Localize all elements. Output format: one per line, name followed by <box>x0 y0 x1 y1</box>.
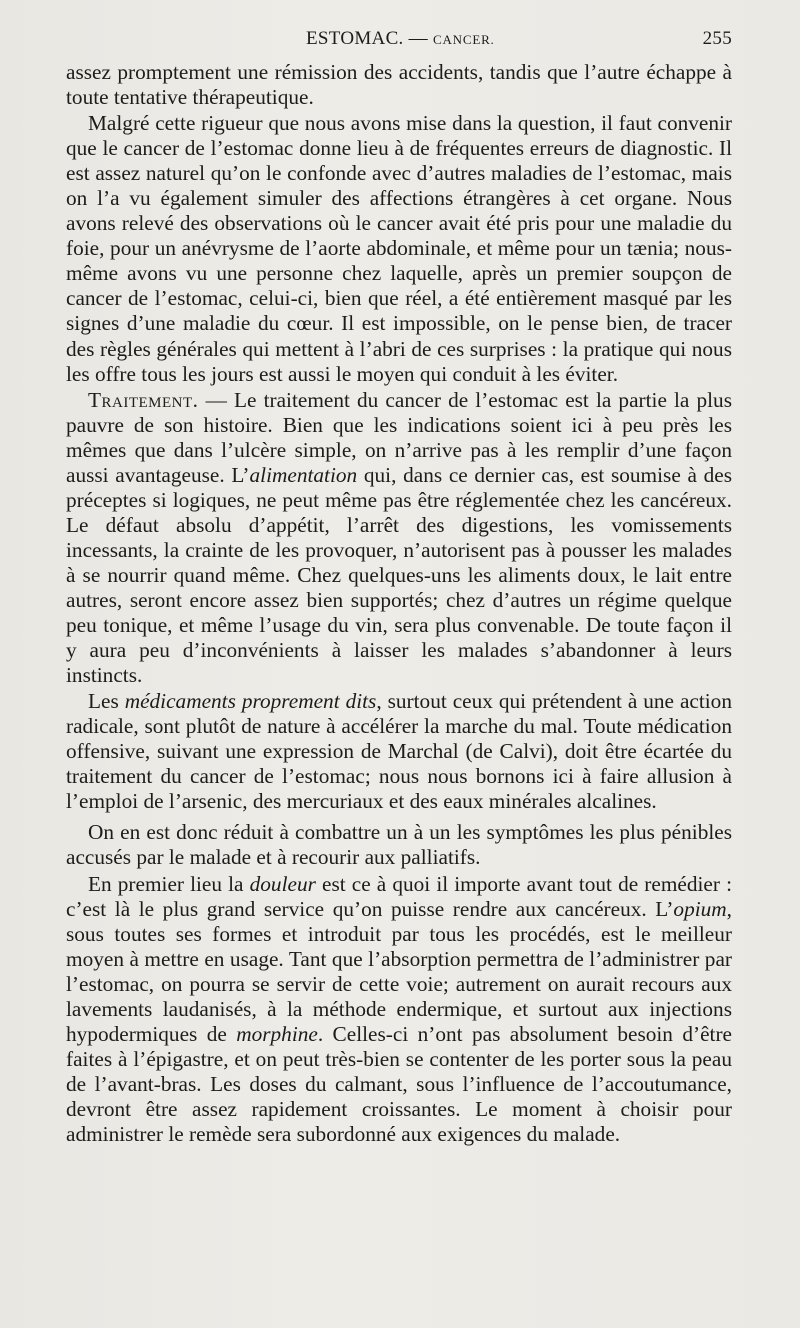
italic-term: morphine <box>236 1021 318 1046</box>
body-text <box>66 60 732 1147</box>
text-run: est ce à quoi il importe avant tout de remédier : c’est là le plus grand service qu’on puisse rendre aux cancéreux. L’ <box>66 871 732 921</box>
section-heading-treatment: Traitement. <box>88 387 199 412</box>
paragraph-treatment <box>66 388 732 689</box>
text-run: — Le traitement du cancer de l’estomac est la partie la plus pauvre de son histoire. Bien que les indications soient ici à peu près les mêmes que dans l’ulcère simple, on n’arrive pas à les remplir d’une façon aussi avantageuse. L’ <box>66 387 732 487</box>
paragraph-medications <box>66 689 732 814</box>
italic-term: opium <box>673 896 727 921</box>
paragraph-pain <box>66 872 732 1148</box>
text-run: qui, dans ce dernier cas, est soumise à des préceptes si logiques, ne peut même pas être réglementée chez les cancéreux. Le défaut absolu d’appétit, l’arrêt des digestions, les vomissements incessants, la crainte de les provoquer, n’autorisent pas à pousser les malades à se nourrir quand même. Chez quelques-uns les aliments doux, le lait entre autres, seront encore assez bien supportés; chez d’autres un régime quelque peu tonique, et même l’usage du vin, sera plus convenable. De toute façon il y aura peu d’inconvénients à laisser les malades s’abandonner à leurs instincts. <box>66 462 732 688</box>
text-run: En premier lieu la <box>88 871 250 896</box>
text-run: . Celles-ci n’ont pas absolument besoin d’être faites à l’épigastre, et on peut très-bien se contenter de les porter sous la peau de l’avant-bras. Les doses du calmant, sous l’influence de l’accoutumance, devront être assez rapidement croissantes. Le moment à choisir pour administrer le remède sera subordonné aux exigences du malade. <box>66 1021 733 1146</box>
running-title-sub: CANCER. <box>433 32 495 47</box>
italic-term: médicaments proprement dits <box>124 689 377 714</box>
page-number: 255 <box>702 28 732 49</box>
paragraph-palliatives: On en est donc réduit à combattre un à un les symptômes les plus pénibles accusés par le malade et à recourir aux palliatifs. <box>66 820 732 870</box>
running-title-dash: — <box>403 28 434 49</box>
running-header <box>66 28 732 54</box>
text-run: Les <box>88 689 125 714</box>
text-run: , sous toutes ses formes et introduit par tous les procédés, est le meilleur moyen à mettre en usage. Tant que l’absorption permettra de l’administrer par l’estomac, on pourra se servir de cette voie; autrement on aurait recours aux lavements laudanisés, à la méthode endermique, et surtout aux injections hypodermiques de <box>66 896 732 1046</box>
running-title-main: ESTOMAC. <box>306 28 404 49</box>
text-run: , surtout ceux qui prétendent à une action radicale, sont plutôt de nature à accélérer la marche du mal. Toute médication offensive, suivant une expression de Marchal (de Calvi), doit être écartée du traitement du cancer de l’estomac; nous nous bornons ici à faire allusion à l’emploi de l’arsenic, des mercuriaux et des eaux minérales alcalines. <box>66 689 732 814</box>
paragraph-continued: assez promptement une rémission des accidents, tandis que l’autre échappe à toute tentative thérapeutique. <box>66 60 732 110</box>
paragraph-diagnostic-errors: Malgré cette rigueur que nous avons mise dans la question, il faut convenir que le cancer de l’estomac donne lieu à de fréquentes erreurs de diagnostic. Il est assez naturel qu’on le confonde avec d’autres maladies de l’estomac, mais on l’a vu également simuler des affections étrangères à cet organe. Nous avons relevé des observations où le cancer avait été pris pour une maladie du foie, pour un anévrysme de l’aorte abdominale, et même pour un tænia; nous-même avons vu une personne chez laquelle, après un premier soupçon de cancer de l’estomac, celui-ci, bien que réel, a été entièrement masqué par les signes d’une maladie du cœur. Il est impossible, on le pense bien, de tracer des règles générales qui mettent à l’abri de ces surprises : la pratique qui nous les offre tous les jours est aussi le moyen qui conduit à les éviter. <box>66 111 732 386</box>
italic-term: alimentation <box>249 462 358 487</box>
running-title <box>306 28 495 50</box>
italic-term: douleur <box>249 871 316 896</box>
